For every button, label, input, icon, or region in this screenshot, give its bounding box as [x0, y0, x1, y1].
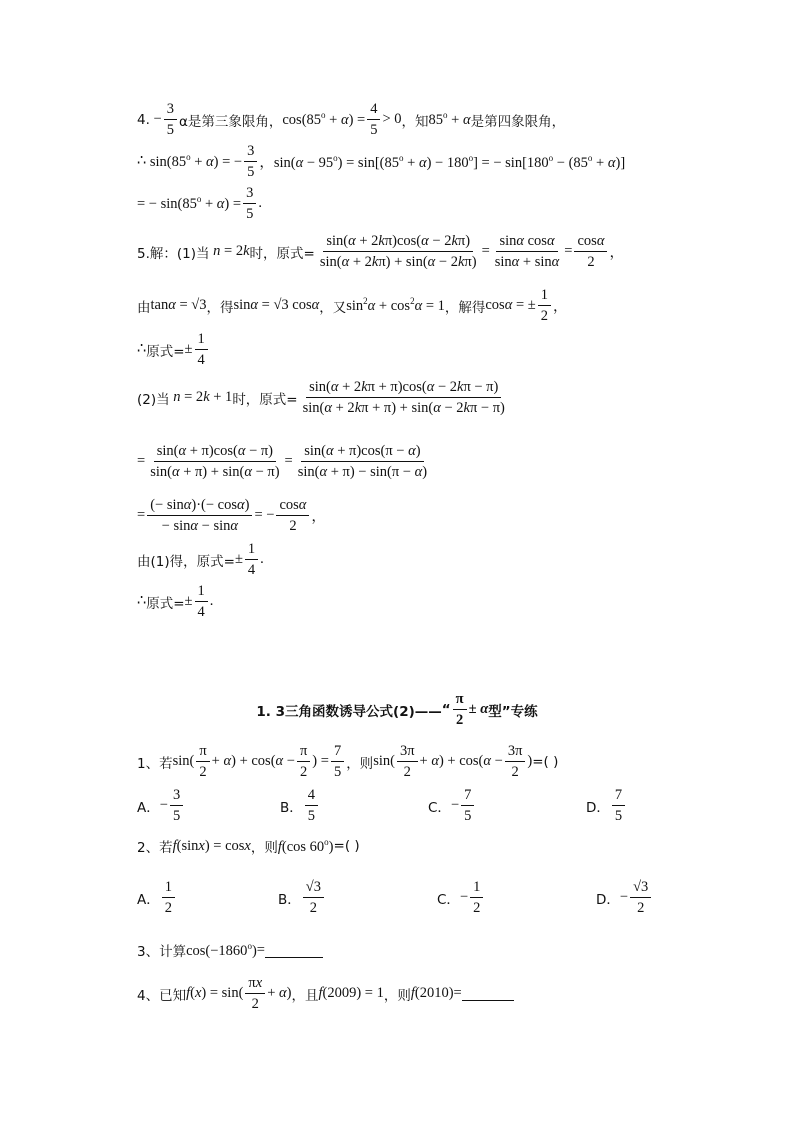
solution-5-line-7: [137, 540, 264, 579]
solution-4-line-2: [137, 142, 625, 181]
question-2: [137, 836, 360, 856]
section-title-prefix: 1. 3三角函数诱导公式(2)——: [256, 703, 442, 720]
option-label: C．: [428, 799, 451, 816]
math: k: [203, 389, 210, 405]
math: = − $\sin(85^o + \alpha)$ =: [137, 194, 242, 212]
section-title: [0, 690, 794, 729]
math: + α) + cos(α −: [211, 753, 295, 769]
therefore-symbol: ∴: [137, 593, 147, 609]
math: f(2009) = 1: [318, 985, 384, 1001]
question-equals: =: [256, 941, 265, 958]
math: $\cos(-1860^o)$: [186, 940, 257, 959]
question-number: 1、若: [137, 755, 173, 772]
solution-5-text: 由: [137, 299, 151, 316]
solution-5-text: 由(1)得，原式=: [137, 553, 235, 570]
fraction: $\frac{\cos\alpha}{2}$: [276, 496, 309, 535]
solution-5-line-1: [137, 232, 624, 271]
math: ±: [184, 593, 193, 609]
q1-option-d[interactable]: [586, 786, 627, 825]
fraction: $\frac{3}{5}$: [243, 184, 256, 223]
q2-option-b[interactable]: [278, 878, 326, 917]
solution-5-text: 时，原式=: [249, 245, 315, 262]
fraction: $\frac{1}{4}$: [195, 330, 208, 369]
option-label: A．: [137, 799, 160, 816]
fraction: $\frac{\pi x}{2}$: [245, 974, 265, 1013]
math: ) =: [312, 753, 329, 769]
math: ±: [234, 551, 243, 567]
math: f(sinx) = cosx: [172, 837, 251, 854]
math: −: [149, 111, 162, 127]
math: ，: [609, 245, 624, 261]
math: =: [564, 243, 573, 259]
math: ±: [184, 341, 193, 357]
fraction: $\frac{1}{2}$: [470, 878, 483, 917]
math: ，: [552, 299, 568, 315]
math: .: [258, 195, 262, 211]
q1-option-b[interactable]: [280, 786, 320, 825]
fraction: $\frac{4}{5}$: [305, 786, 318, 825]
solution-5-text: 原式=: [146, 343, 185, 360]
solution-4-line-1: [137, 100, 565, 139]
math: cosα = ±: [485, 297, 536, 313]
option-label: A．: [137, 891, 160, 908]
math: sin(: [172, 753, 195, 769]
fraction: $\frac{3}{5}$: [170, 786, 183, 825]
option-label: B．: [278, 891, 301, 908]
fraction: $\frac{\sin(\alpha + \pi)\cos(\alpha - \pi)}{\sin(\alpha + \pi) + \sin(\alpha - \pi)}$: [150, 443, 280, 480]
math: = −: [254, 507, 275, 523]
therefore-symbol: ∴: [137, 153, 147, 169]
fraction: $\frac{4}{5}$: [367, 100, 380, 139]
fraction: $\frac{3\pi}{2}$: [505, 742, 526, 781]
fraction: $\frac{\pi}{2}$: [196, 742, 209, 781]
solution-5-text: 原式=: [146, 595, 185, 612]
fraction: $\frac{\pi}{2}$: [297, 742, 310, 781]
solution-5-text: ，得: [206, 299, 234, 316]
fraction: $\frac{1}{4}$: [195, 582, 208, 621]
question-text: ，则: [250, 840, 278, 856]
option-label: C．: [437, 891, 460, 908]
solution-5-label: 5.解：(1)当: [137, 245, 210, 262]
solution-5-text: 时，原式=: [232, 391, 298, 408]
math: −: [159, 797, 168, 813]
fraction: $\frac{√3}{2}$: [630, 878, 651, 917]
q2-option-c[interactable]: [437, 878, 485, 917]
math: .: [209, 593, 214, 609]
math: k: [243, 243, 250, 259]
math: sinα = √3 cosα: [233, 297, 320, 313]
question-1: [137, 742, 558, 781]
math: > 0: [382, 111, 402, 127]
therefore-symbol: ∴: [137, 341, 147, 357]
section-title-quote: “: [441, 701, 451, 718]
math: =: [284, 453, 293, 469]
math: $85^o + \alpha$: [428, 110, 471, 128]
math: .: [260, 551, 264, 567]
question-answer-bracket: =( ): [333, 838, 360, 854]
math: −: [450, 797, 460, 813]
math: + α): [267, 985, 292, 1001]
q1-option-a[interactable]: [137, 786, 185, 825]
fraction: $\frac{\sin(\alpha + \pi)\cos(\pi - \alpha)}{\sin(\alpha + \pi) - \sin(\pi - \alpha)}$: [297, 443, 428, 480]
math: ，: [311, 509, 326, 525]
fraction: $\frac{\cos\alpha}{2}$: [574, 232, 607, 271]
math: ): [527, 753, 533, 769]
math: =: [137, 453, 146, 469]
math: ± α: [468, 701, 489, 717]
question-4: [137, 974, 514, 1013]
math: n: [209, 243, 221, 259]
fraction: $\frac{(- \sin\alpha)\cdot(- \cos\alpha)}{- \sin\alpha - \sin\alpha}$: [147, 496, 252, 535]
q1-option-c[interactable]: [428, 786, 476, 825]
option-label: B．: [280, 799, 303, 816]
fraction: $\frac{3\pi}{2}$: [397, 742, 418, 781]
question-answer-bracket: =( ): [532, 753, 559, 770]
option-label: D．: [586, 799, 610, 816]
solution-5-text: ，解得: [444, 299, 486, 316]
math: f(cos 60$^o$): [277, 836, 334, 855]
answer-blank[interactable]: [462, 986, 514, 1001]
math: + α) + cos(α −: [419, 753, 503, 769]
section-title-suffix: 型”专练: [488, 703, 538, 720]
option-label: D．: [596, 891, 620, 908]
fraction: $\frac{\sin(\alpha + 2k\pi)\cos(\alpha - 2k\pi)}{\sin(\alpha + 2k\pi) + \sin(\alpha - 2k\pi)}$: [319, 233, 477, 270]
math: =: [137, 507, 146, 523]
fraction: $\frac{\pi}{2}$: [453, 690, 467, 729]
fraction: $\frac{1}{4}$: [245, 540, 258, 579]
math: $\cos(85^o + \alpha)$ =: [282, 110, 366, 128]
math: ，$\sin(\alpha - 95^o) = \sin[(85^o + \alpha) - 180^o]$ = − $\sin[180^o - (85^o + \alpha)]$: [259, 153, 626, 171]
solution-4-line-3: [137, 184, 262, 223]
question-3: [137, 940, 323, 960]
question-text: ，且: [291, 987, 319, 1004]
solution-5-line-4: [137, 378, 510, 417]
fraction: $\frac{7}{5}$: [331, 742, 344, 781]
math: −: [459, 889, 469, 905]
fraction: $\frac{√3}{2}$: [303, 878, 324, 917]
solution-4-text: ，知: [401, 113, 429, 130]
question-text: ，则: [346, 755, 374, 772]
solution-5-line-6: [137, 496, 326, 535]
math: $\sin^2\alpha + \cos^2\alpha = 1$: [346, 296, 445, 314]
fraction: $\frac{1}{2}$: [538, 286, 551, 325]
question-number: 2、若: [137, 840, 173, 856]
question-equals: =: [453, 985, 462, 1001]
solution-4-label: 4.: [137, 111, 150, 128]
question-number: 4、已知: [137, 987, 187, 1004]
math: n: [169, 389, 181, 405]
math: = 2: [180, 389, 204, 405]
fraction: $\frac{7}{5}$: [461, 786, 474, 825]
solution-5-text: (2)当: [137, 391, 170, 408]
question-number: 3、计算: [137, 944, 187, 960]
solution-4-text: α是第三象限角，: [178, 113, 283, 130]
solution-4-text: 是第四象限角，: [470, 113, 566, 130]
fraction: $\frac{\text{sinα cosα}}{\sin\alpha + \sin\alpha}$: [494, 233, 560, 270]
answer-blank[interactable]: [265, 943, 323, 958]
math: f(2010): [410, 985, 454, 1001]
q2-option-d[interactable]: [596, 878, 653, 917]
question-text: ，则: [383, 987, 411, 1004]
math: = 2: [220, 243, 244, 259]
math: f(x) = sin(: [186, 985, 244, 1001]
math: =: [481, 243, 490, 259]
math: −: [619, 889, 629, 905]
q2-option-a[interactable]: [137, 878, 177, 917]
fraction: $\frac{1}{2}$: [162, 878, 175, 917]
solution-5-line-5: [137, 442, 432, 481]
math: + 1: [209, 389, 233, 405]
solution-5-line-8: [137, 582, 213, 621]
fraction: $\frac{3}{5}$: [244, 142, 257, 181]
solution-5-line-3: [137, 330, 210, 369]
math: $\sin(85^o + \alpha)$ = −: [146, 152, 243, 170]
fraction: $\frac{7}{5}$: [612, 786, 625, 825]
math: sin(: [373, 753, 395, 769]
fraction: $\frac{3}{5}$: [164, 100, 177, 139]
solution-5-line-2: [137, 286, 567, 325]
math: tanα = √3: [150, 297, 207, 313]
solution-5-text: ，又: [319, 299, 347, 316]
fraction: $\frac{\sin(\alpha + 2k\pi + \pi)\cos(\alpha - 2k\pi - \pi)}{\sin(\alpha + 2k\pi + \pi) + \sin(\alpha - 2k\pi - \pi)}$: [302, 379, 505, 416]
